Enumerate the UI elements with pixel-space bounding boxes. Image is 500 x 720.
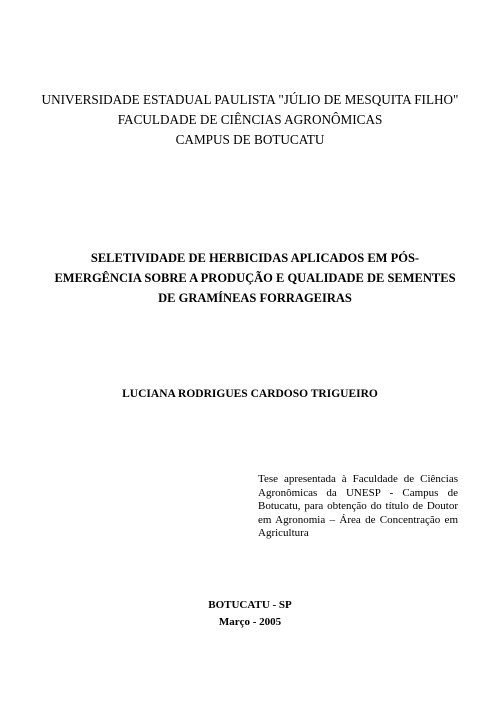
institution-header [0,90,500,150]
university-name: UNIVERSIDADE ESTADUAL PAULISTA "JÚLIO DE MESQUITA FILHO" [41,92,459,107]
title-line-2: EMERGÊNCIA SOBRE A PRODUÇÃO E QUALIDADE DE SEMENTES [54,271,456,285]
location: BOTUCATU - SP [208,599,292,611]
title-line-1: SELETIVIDADE DE HERBICIDAS APLICADOS EM PÓS- [90,251,420,265]
faculty-name: FACULDADE DE CIÊNCIAS AGRONÔMICAS [117,112,383,127]
footer [0,597,500,631]
author-name: LUCIANA RODRIGUES CARDOSO TRIGUEIRO [122,388,378,400]
title-line-3: DE GRAMÍNEAS FORRAGEIRAS [158,291,352,305]
date: Março - 2005 [218,616,282,628]
campus-name: CAMPUS DE BOTUCATU [175,132,325,147]
thesis-note: Tese apresentada à Faculdade de Ciências Agronômicas da UNESP - Campus de Botucatu, para obtenção do título de Doutor em Agronomia – Área de Concentração em Agricultura [258,473,458,539]
thesis-title [40,248,470,308]
